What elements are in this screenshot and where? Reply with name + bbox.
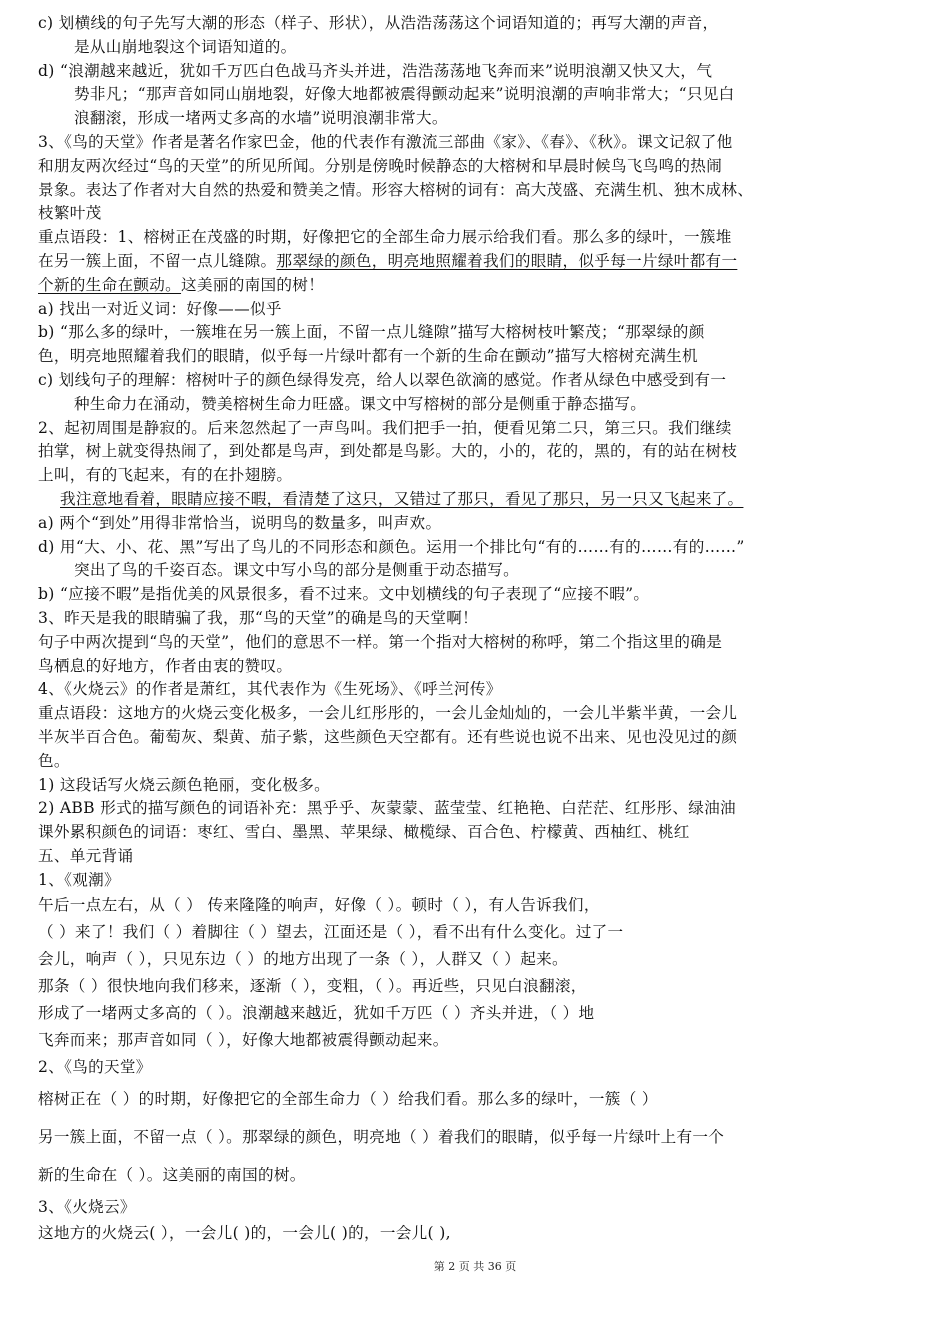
recitation-huoshaoyun [38, 1220, 880, 1247]
text-line: 色。 [38, 751, 70, 770]
text-line: 上叫，有的飞起来，有的在扑翅膀。 [38, 466, 293, 485]
fill-blank-line: 会儿，响声（ ），只见东边（ ）的地方出现了一条（ ），人群又（ ）起来。 [38, 950, 568, 969]
text-line: 个新的生命在颤动。这美丽的南国的树！ [38, 275, 325, 294]
text-line: 突出了鸟的千姿百态。课文中写小鸟的部分是侧重于动态描写。 [74, 561, 520, 580]
fill-blank-line: 那条（ ）很快地向我们移来，逐渐（ ），变粗，（ ）。再近些，只见白浪翻滚， [38, 977, 587, 996]
page-footer: 第 2 页 共 36 页 [433, 1260, 517, 1273]
text-line: b) “那么多的绿叶，一簇堆在另一簇上面，不留一点儿缝隙”描写大榕树枝叶繁茂；“那翠绿的颜 [38, 323, 705, 342]
study-notes [38, 12, 880, 892]
text-line: 是从山崩地裂这个词语知道的。 [74, 37, 297, 56]
text-line: c) 划横线的句子先写大潮的形态（样子、形状），从浩浩荡荡这个词语知道的；再写大潮的声音， [38, 14, 719, 32]
text-line: d) “浪潮越来越近，犹如千万匹白色战马齐头并进，浩浩荡荡地飞奔而来”说明浪潮又快又大，气 [38, 61, 713, 80]
text-line: d) 用“大、小、花、黑”写出了鸟儿的不同形态和颜色。运用一个排比句“有的……有的……有的……” [38, 537, 745, 556]
fill-blank-line: 飞奔而来；那声音如同（ ），好像大地都被震得颤动起来。 [38, 1031, 449, 1050]
text-line: 1) 这段话写火烧云颜色艳丽，变化极多。 [38, 775, 331, 794]
text-line: 种生命力在涌动，赞美榕树生命力旺盛。课文中写榕树的部分是侧重于静态描写。 [74, 394, 647, 413]
text-line: a) 两个“到处”用得非常恰当，说明鸟的数量多，叫声欢。 [38, 513, 442, 532]
text-line: 五、单元背诵 [38, 846, 134, 865]
text-line: 鸟栖息的好地方，作者由衷的赞叹。 [38, 656, 293, 675]
section-heading-niao: 2、《鸟的天堂》 [38, 1058, 152, 1077]
text-line: 和朋友两次经过“鸟的天堂”的所见所闻。分别是傍晚时候静态的大榕树和早晨时候鸟飞鸟鸣的热闹 [38, 156, 723, 175]
text-line: 我注意地看着，眼睛应接不暇，看清楚了这只，又错过了那只，看见了那只，另一只又飞起来了。 [60, 489, 744, 508]
text-line: 在另一簇上面，不留一点儿缝隙。那翠绿的颜色，明亮地照耀着我们的眼睛，似乎每一片绿叶都有一 [38, 251, 738, 270]
text-line: 课外累积颜色的词语：枣红、雪白、墨黑、苹果绿、橄榄绿、百合色、柠檬黄、西柚红、桃红 [38, 823, 690, 842]
text-line: 半灰半百合色。葡萄灰、梨黄、茄子紫，这些颜色天空都有。还有些说也说不出来、见也没见过的颜 [38, 727, 738, 746]
text-line: 2) ABB 形式的描写颜色的词语补充：黑乎乎、灰蒙蒙、蓝莹莹、红艳艳、白茫茫、红彤彤、绿油油 [38, 799, 736, 818]
text-line: 句子中两次提到“鸟的天堂”，他们的意思不一样。第一个指对大榕树的称呼，第二个指这里的确是 [38, 632, 723, 651]
fill-blank-line: 另一簇上面，不留一点（ ）。那翠绿的颜色，明亮地（ ）着我们的眼睛，似乎每一片绿叶上有一个 [38, 1128, 725, 1147]
text-line: 重点语段：1、榕树正在茂盛的时期，好像把它的全部生命力展示给我们看。那么多的绿叶，一簇堆 [38, 228, 732, 247]
text-line: 4、《火烧云》的作者是萧红，其代表作为《生死场》、《呼兰河传》 [38, 680, 502, 699]
text-line: 势非凡；“那声音如同山崩地裂，好像大地都被震得颤动起来”说明浪潮的声响非常大；“只见白 [74, 85, 735, 104]
text-line: 重点语段：这地方的火烧云变化极多，一会儿红彤彤的，一会儿金灿灿的，一会儿半紫半黄，一会儿 [38, 704, 738, 723]
text-line: 景象。表达了作者对大自然的热爱和赞美之情。形容大榕树的词有：高大茂盛、充满生机、独木成林、 [38, 180, 754, 199]
text-line: 1、《观潮》 [38, 870, 120, 889]
fill-blank-line: 新的生命在（ ）。这美丽的南国的树。 [38, 1166, 306, 1185]
text-line: 拍掌，树上就变得热闹了，到处都是鸟声，到处都是鸟影。大的，小的，花的，黑的，有的站在树枝 [38, 442, 738, 461]
text-line: 浪翻滚，形成一堵两丈多高的水墙”说明浪潮非常大。 [74, 109, 448, 128]
text-line: c) 划线句子的理解：榕树叶子的颜色绿得发亮，给人以翠色欲滴的感觉。作者从绿色中感受到有一 [38, 370, 727, 389]
recitation-guanchao [38, 892, 880, 1054]
text-line: 枝繁叶茂 [38, 204, 102, 223]
underlined-sentence: 那翠绿的颜色，明亮地照耀着我们的眼睛，似乎每一片绿叶都有一 [276, 251, 738, 270]
recitation-niao [38, 1080, 880, 1194]
document-page [38, 12, 880, 1247]
text-line: b) “应接不暇”是指优美的风景很多，看不过来。文中划横线的句子表现了“应接不暇”。 [38, 585, 650, 604]
fill-blank-line: 午后一点左右，从（ ） 传来隆隆的响声，好像（ ）。顿时（ ），有人告诉我们， [38, 896, 600, 915]
fill-blank-line: （ ）来了！我们（ ）着脚往（ ）望去，江面还是（ ），看不出有什么变化。过了一 [38, 923, 624, 942]
fill-blank-line: 形成了一堵两丈多高的（ ）。浪潮越来越近，犹如千万匹（ ）齐头并进，（ ）地 [38, 1004, 595, 1023]
fill-blank-line: 榕树正在（ ）的时期，好像把它的全部生命力（ ）给我们看。那么多的绿叶，一簇（ ） [38, 1090, 658, 1109]
fill-blank-line: 这地方的火烧云( ），一会儿( )的，一会儿( )的，一会儿( ), [38, 1224, 451, 1243]
section-heading-huoshaoyun: 3、《火烧云》 [38, 1198, 136, 1217]
text-line: a) 找出一对近义词：好像——似乎 [38, 299, 282, 318]
text-line: 3、昨天是我的眼睛骗了我，那“鸟的天堂”的确是鸟的天堂啊！ [38, 608, 479, 627]
underlined-sentence: 个新的生命在颤动。 [38, 275, 182, 294]
text-line: 2、起初周围是静寂的。后来忽然起了一声鸟叫。我们把手一拍，便看见第二只，第三只。我们继续 [38, 418, 732, 437]
text-line: 色，明亮地照耀着我们的眼睛，似乎每一片绿叶都有一个新的生命在颤动”描写大榕树充满生机 [38, 347, 698, 366]
text-line: 3、《鸟的天堂》作者是著名作家巴金，他的代表作有激流三部曲《家》、《春》、《秋》。课文记叙了他 [38, 132, 733, 151]
